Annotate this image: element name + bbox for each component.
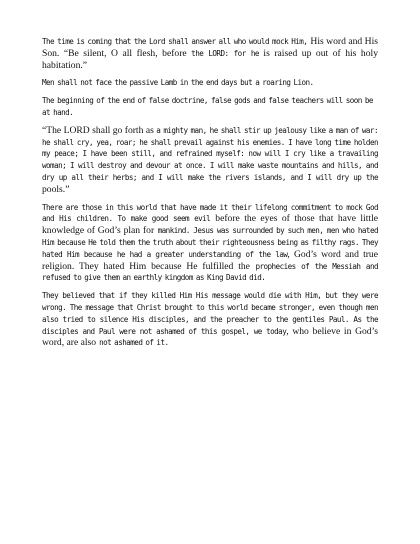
paragraph-1 xyxy=(42,36,378,71)
paragraph-5-seg-2: before the eyes of those that have little knowledge of God’s plan for xyxy=(42,213,378,237)
paragraph-4-quote xyxy=(42,125,378,196)
paragraph-5-seg-3: mankind. Jesus was surrounded by such men, men who hated Him because He told them the truth about their righteousness being as filthy rags. They hated Him because he had a greater understanding of the law xyxy=(42,226,378,259)
paragraph-5-seg-5: prophecies of the Messiah and refused to give them an earthly kingdom as King David did. xyxy=(42,261,378,283)
paragraph-6-seg-3: not ashamed of it. xyxy=(96,338,169,348)
paragraph-4-seg-3: pools.” xyxy=(42,183,70,195)
paragraph-5 xyxy=(42,202,378,285)
paragraph-4-seg-2: a mighty man, he shall stir up jealousy like a man of war: he shall cry, yea, roar; he shall prevail against his enemies. I have long time holden my peace; I have been still, and refrained myself: now will I cry like a travailing woman; I will destroy and devour at once. I will make waste mountains and hills, and dry up all their herbs; and I will make the rivers islands, and I will dry up the xyxy=(42,125,378,182)
paragraph-6-seg-2: , who believe in God’s word, are also xyxy=(42,325,378,349)
paragraph-3-seg-1: The beginning of the end of false doctrine, false gods and false teachers will soon be at hand. xyxy=(42,96,373,117)
paragraph-2 xyxy=(42,77,378,89)
paragraph-1-seg-1: The time is coming that the Lord shall answer all who would mock Him, xyxy=(42,37,311,46)
paragraph-6 xyxy=(42,290,378,349)
paragraph-3 xyxy=(42,95,378,119)
paragraph-1-seg-3: the LORD: for he xyxy=(191,48,259,58)
paragraph-4-seg-1: “The LORD shall go forth as xyxy=(42,124,157,136)
paragraph-6-seg-1: They believed that if they killed Him His message would die with Him, but they were wrong. The message that Christ brought to this world became stronger, even though men also tried to silence His disciples, and the preacher to the gentiles Paul. As the disciples and Paul were not ashamed of this gospel, we today xyxy=(42,291,378,336)
paragraph-5-seg-4: , God’s word and true religion. They hated Him because He fulfilled the xyxy=(42,248,378,272)
paragraph-1-seg-4: is raised up out of his holy habitation.” xyxy=(42,47,378,71)
document-body xyxy=(42,36,378,355)
paragraph-5-seg-1: There are those in this world that have made it their lifelong commitment to mock God and His children. To make good seem evil xyxy=(42,202,378,224)
paragraph-1-seg-2: His word and His Son. “Be silent, O all flesh, before xyxy=(42,36,378,59)
paragraph-2-seg-1: Men shall not face the passive Lamb in the end days but a roaring Lion. xyxy=(42,78,314,88)
